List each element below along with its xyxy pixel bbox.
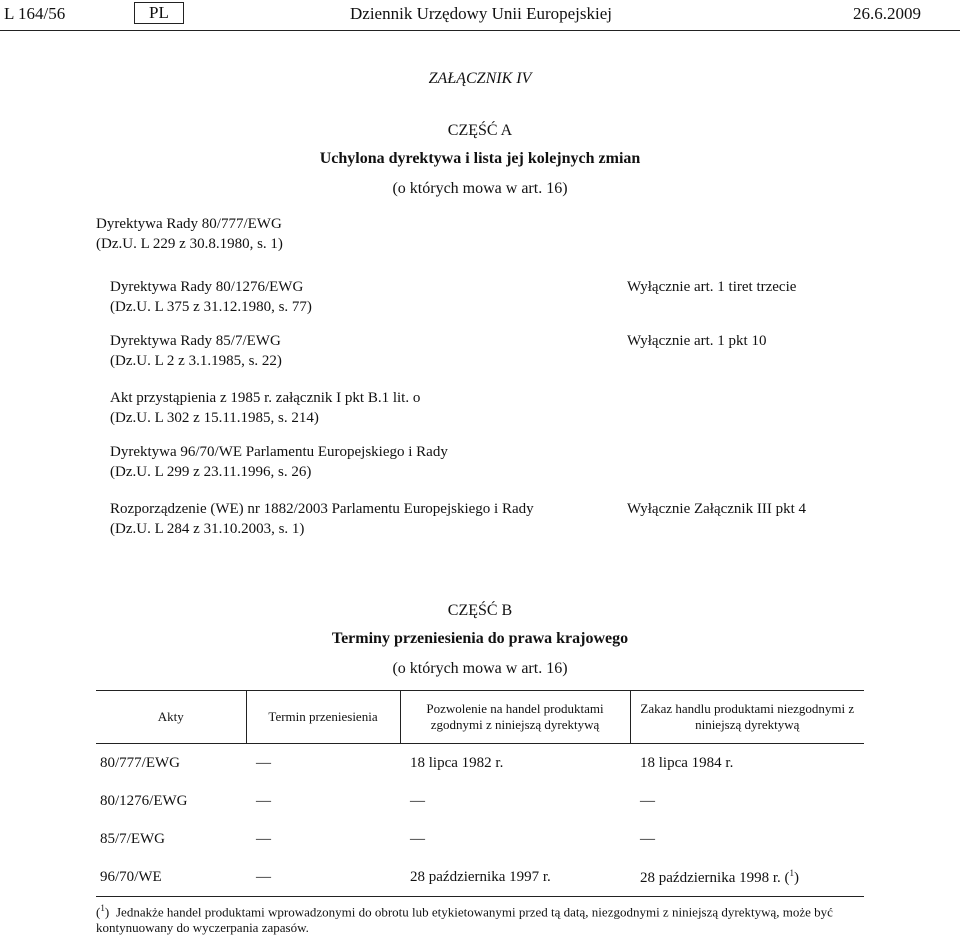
table-cell: —	[410, 792, 425, 809]
entry-note: Wyłącznie art. 1 pkt 10	[627, 333, 767, 349]
language-badge: PL	[134, 2, 184, 24]
entry-name: Dyrektywa 96/70/WE Parlamentu Europejskiego i Rady	[110, 444, 448, 460]
header-rule	[0, 30, 960, 31]
column-header: Akty	[96, 691, 246, 744]
table-header-row	[96, 691, 864, 744]
entry-ref: (Dz.U. L 229 z 30.8.1980, s. 1)	[96, 236, 283, 252]
entry-note: Wyłącznie art. 1 tiret trzecie	[627, 279, 797, 295]
entry-name: Dyrektywa Rady 80/1276/EWG	[110, 279, 304, 295]
table-row	[96, 858, 864, 897]
journal-name: Dziennik Urzędowy Unii Europejskiej	[350, 4, 613, 23]
table-cell: 28 października 1998 r. ($^1$)	[630, 858, 864, 897]
journal-ref: L 164/56	[4, 4, 66, 23]
entry-ref: (Dz.U. L 375 z 31.12.1980, s. 77)	[110, 299, 312, 315]
table-cell: 18 lipca 1984 r.	[640, 754, 734, 771]
column-header: Pozwolenie na handel produktami zgodnymi z niniejszą dyrektywą	[400, 691, 630, 744]
footnote-ref: 1	[789, 867, 795, 878]
annex-title: ZAŁĄCZNIK IV	[428, 70, 532, 87]
entry-name: Akt przystąpienia z 1985 r. załącznik I pkt B.1 lit. o	[110, 390, 421, 406]
table-cell: 18 lipca 1982 r.	[410, 754, 504, 771]
journal-date: 26.6.2009	[853, 4, 921, 23]
table-cell: —	[640, 792, 655, 809]
transposition-table	[96, 690, 864, 897]
part-a-heading: CZĘŚĆ A	[447, 122, 513, 139]
column-header: Termin przeniesienia	[246, 691, 400, 744]
entry-ref: (Dz.U. L 299 z 23.11.1996, s. 26)	[110, 464, 312, 480]
footnote-text: Jednakże handel produktami wprowadzonymi do obrotu lub etykietowanymi przed tą datą, niezgodnymi z niniejszą dyrektywą, może być kontynuowany do wyczerpania zapasów.	[96, 904, 833, 936]
table-cell: —	[256, 754, 271, 771]
footnote-marker: ($^1$)	[96, 903, 110, 920]
table-row	[96, 782, 864, 820]
entry-ref: (Dz.U. L 2 z 3.1.1985, s. 22)	[110, 353, 282, 369]
entry-ref: (Dz.U. L 284 z 31.10.2003, s. 1)	[110, 521, 305, 537]
part-b-subtitle: (o których mowa w art. 16)	[392, 660, 568, 677]
table-row	[96, 820, 864, 858]
table-row	[96, 744, 864, 783]
part-b-title: Terminy przeniesienia do prawa krajowego	[331, 630, 629, 647]
entry-name: Rozporządzenie (WE) nr 1882/2003 Parlamentu Europejskiego i Rady	[110, 501, 534, 517]
entry-name: Dyrektywa Rady 80/777/EWG	[96, 216, 282, 232]
column-header: Zakaz handlu produktami niezgodnymi z niniejszą dyrektywą	[630, 691, 864, 744]
part-a-subtitle: (o których mowa w art. 16)	[392, 180, 568, 197]
table-cell: —	[410, 830, 425, 847]
part-b-heading: CZĘŚĆ B	[447, 602, 513, 619]
table-cell: 80/1276/EWG	[100, 792, 188, 809]
entry-name: Dyrektywa Rady 85/7/EWG	[110, 333, 281, 349]
table-cell: —	[256, 792, 271, 809]
footnote	[96, 900, 864, 936]
table-cell: —	[246, 858, 400, 897]
table-cell: —	[640, 830, 655, 847]
entry-ref: (Dz.U. L 302 z 15.11.1985, s. 214)	[110, 410, 319, 426]
table-cell: 80/777/EWG	[100, 754, 180, 771]
table-cell: 28 października 1997 r.	[400, 858, 630, 897]
cell-text: 28 października 1998 r.	[640, 869, 781, 886]
footnote-number: 1	[100, 903, 105, 913]
entry-note: Wyłącznie Załącznik III pkt 4	[627, 501, 807, 517]
table-cell: 85/7/EWG	[100, 830, 165, 847]
table-cell: —	[256, 830, 271, 847]
table-cell: 96/70/WE	[96, 858, 246, 897]
part-a-title: Uchylona dyrektywa i lista jej kolejnych zmian	[319, 150, 641, 167]
